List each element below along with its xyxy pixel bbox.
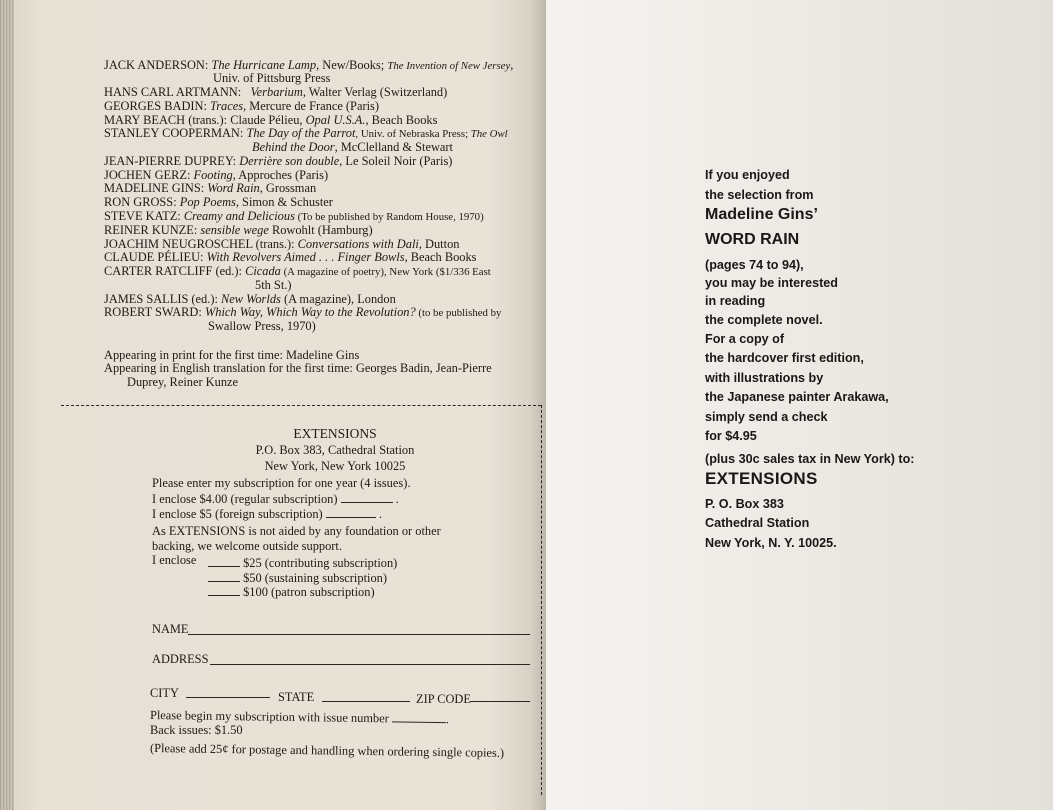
- city-label: CITY: [150, 686, 179, 700]
- support-text-2: backing, we welcome outside support.: [152, 539, 342, 553]
- contributor-entry: JOCHEN GERZ: Footing, Approches (Paris): [104, 168, 329, 182]
- ad-line: For a copy of: [705, 332, 785, 346]
- contributor-entry: MADELINE GINS: Word Rain, Grossman: [104, 181, 317, 195]
- foreign-subscription-option[interactable]: I enclose $5 (foreign subscription) .: [152, 507, 382, 521]
- contributor-entry-cont: Behind the Door, McClelland & Stewart: [252, 140, 453, 154]
- regular-subscription-option[interactable]: I enclose $4.00 (regular subscription) .: [152, 492, 399, 506]
- issue-number-line[interactable]: Please begin my subscription with issue number .: [149, 708, 450, 727]
- page-edge: [0, 0, 14, 810]
- ad-line: the Japanese painter Arakawa,: [705, 390, 889, 404]
- contributor-entry: CLAUDE PÉLIEU: With Revolvers Aimed . . . Finger Bowls, Beach Books: [104, 250, 477, 264]
- ad-line: with illustrations by: [705, 371, 824, 385]
- ad-line: in reading: [705, 294, 766, 308]
- ad-price: for $4.95: [705, 429, 757, 443]
- form-title: EXTENSIONS: [293, 426, 377, 441]
- address-field[interactable]: [210, 664, 530, 665]
- city-field[interactable]: [186, 697, 270, 698]
- cut-line-vertical: [541, 405, 542, 795]
- state-label: STATE: [278, 690, 315, 704]
- patron-subscription-option[interactable]: $100 (patron subscription): [208, 585, 375, 599]
- state-field[interactable]: [322, 701, 410, 702]
- ad-book-title: WORD RAIN: [705, 231, 800, 248]
- contributor-entry-cont: Univ. of Pittsburg Press: [213, 71, 331, 85]
- contributor-entry: JACK ANDERSON: The Hurricane Lamp, New/Books; The Invention of New Jersey,: [104, 58, 514, 72]
- ad-publisher: EXTENSIONS: [705, 469, 818, 488]
- ad-line: the complete novel.: [705, 313, 823, 327]
- enclose-label: I enclose: [152, 553, 197, 567]
- ad-line: (plus 30c sales tax in New York) to:: [705, 452, 915, 466]
- address-label: ADDRESS: [152, 652, 209, 666]
- contributor-entry: CARTER RATCLIFF (ed.): Cicada (A magazine of poetry), New York ($1/336 East: [104, 264, 491, 278]
- ad-line: simply send a check: [705, 410, 828, 424]
- contributor-entry-cont: Swallow Press, 1970): [208, 319, 316, 333]
- contributor-entry: STEVE KATZ: Creamy and Delicious (To be published by Random House, 1970): [104, 209, 484, 223]
- name-label: NAME: [152, 622, 189, 636]
- ad-address-line: New York, N. Y. 10025.: [705, 536, 837, 550]
- ad-line: you may be interested: [705, 276, 838, 290]
- ad-line: the hardcover first edition,: [705, 351, 864, 365]
- first-print-note: Appearing in print for the first time: Madeline Gins: [104, 348, 360, 362]
- ad-line: (pages 74 to 94),: [705, 258, 804, 272]
- ad-line: If you enjoyed: [705, 168, 790, 182]
- ad-line: the selection from: [705, 188, 814, 202]
- cut-line: [61, 405, 541, 406]
- right-page: [546, 0, 1053, 810]
- ad-address-line: P. O. Box 383: [705, 497, 784, 511]
- contributor-entry: JOACHIM NEUGROSCHEL (trans.): Conversations with Dali, Dutton: [104, 237, 460, 251]
- postage-note: (Please add 25¢ for postage and handling when ordering single copies.): [149, 741, 505, 760]
- back-issues-text: Back issues: $1.50: [150, 723, 243, 737]
- zip-label: ZIP CODE: [416, 692, 471, 706]
- contributor-entry-cont: 5th St.): [255, 278, 292, 292]
- form-enter-text: Please enter my subscription for one year (4 issues).: [152, 476, 411, 490]
- contributor-entry: RON GROSS: Pop Poems, Simon & Schuster: [104, 195, 333, 209]
- name-field[interactable]: [188, 634, 530, 635]
- support-text-1: As EXTENSIONS is not aided by any foundation or other: [152, 524, 441, 538]
- first-translation-note-cont: Duprey, Reiner Kunze: [127, 375, 239, 389]
- contributor-entry: REINER KUNZE: sensible wege Rowohlt (Hamburg): [104, 223, 373, 237]
- contributor-entry: ROBERT SWARD: Which Way, Which Way to the Revolution? (to be published by: [104, 305, 502, 319]
- ad-author: Madeline Gins’: [705, 206, 818, 223]
- contributor-entry: MARY BEACH (trans.): Claude Pélieu, Opal U.S.A., Beach Books: [104, 113, 438, 127]
- contributor-entry: JAMES SALLIS (ed.): New Worlds (A magazine), London: [104, 292, 396, 306]
- sustaining-subscription-option[interactable]: $50 (sustaining subscription): [208, 571, 387, 585]
- contributing-subscription-option[interactable]: $25 (contributing subscription): [208, 556, 397, 570]
- first-translation-note: Appearing in English translation for the first time: Georges Badin, Jean-Pierre: [104, 361, 492, 375]
- form-address-line-2: New York, New York 10025: [264, 459, 406, 473]
- contributor-entry: JEAN-PIERRE DUPREY: Derrière son double, Le Soleil Noir (Paris): [104, 154, 453, 168]
- contributor-entry: STANLEY COOPERMAN: The Day of the Parrot, Univ. of Nebraska Press; The Owl: [104, 126, 508, 140]
- ad-address-line: Cathedral Station: [705, 516, 810, 530]
- form-address-line-1: P.O. Box 383, Cathedral Station: [255, 443, 415, 457]
- contributor-entry: GEORGES BADIN: Traces, Mercure de France (Paris): [104, 99, 379, 113]
- zip-field[interactable]: [470, 701, 530, 702]
- contributor-entry: HANS CARL ARTMANN: Verbarium, Walter Verlag (Switzerland): [104, 85, 448, 99]
